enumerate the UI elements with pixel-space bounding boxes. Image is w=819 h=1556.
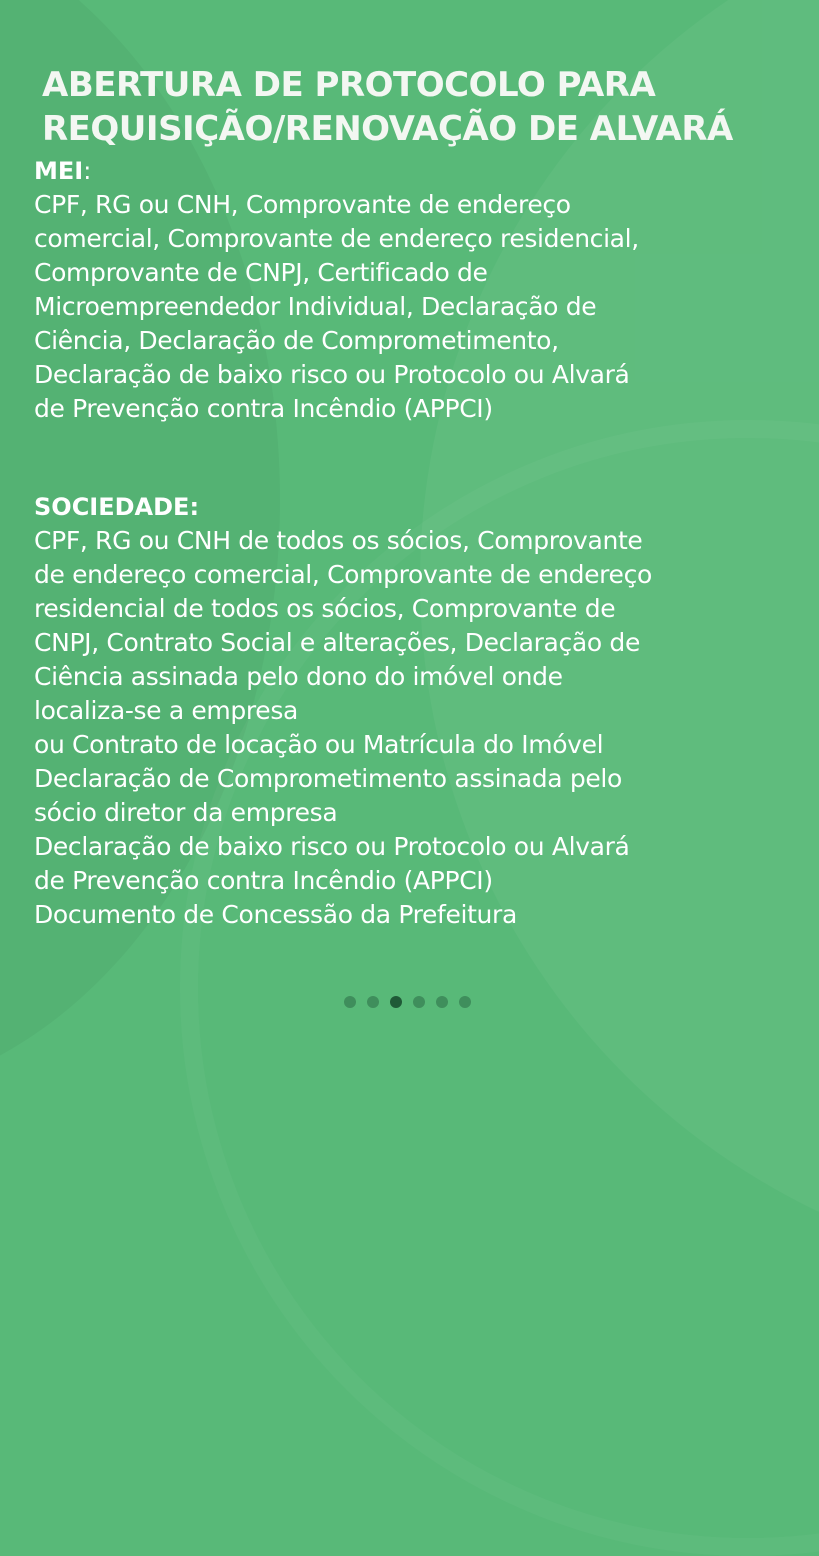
sociedade-requirement-line: de Prevenção contra Incêndio (APPCI) [34, 866, 493, 895]
carousel-dot[interactable] [344, 996, 356, 1008]
sociedade-requirement-line: residencial de todos os sócios, Comprovante de [34, 594, 616, 623]
sociedade-requirement-line: CPF, RG ou CNH de todos os sócios, Comprovante [34, 526, 643, 555]
mei-requirement-line: CPF, RG ou CNH, Comprovante de endereço [34, 190, 571, 219]
sociedade-section [34, 490, 804, 932]
mei-heading [34, 154, 804, 188]
sociedade-requirement-line: Declaração de baixo risco ou Protocolo ou Alvará [34, 832, 630, 861]
sociedade-heading: SOCIEDADE: [34, 493, 200, 521]
active-carousel-dot[interactable] [390, 996, 402, 1008]
sociedade-requirement-line: sócio diretor da empresa [34, 798, 338, 827]
mei-requirement-line: comercial, Comprovante de endereço residencial, [34, 224, 639, 253]
page-title [42, 63, 792, 151]
mei-requirement-line: Declaração de baixo risco ou Protocolo ou Alvará [34, 360, 630, 389]
mei-requirement-line: Ciência, Declaração de Comprometimento, [34, 326, 559, 355]
sociedade-requirement-line: de endereço comercial, Comprovante de endereço [34, 560, 652, 589]
mei-heading-colon: : [83, 157, 92, 185]
sociedade-requirement-line: Declaração de Comprometimento assinada pelo [34, 764, 622, 793]
mei-heading-label: MEI [34, 157, 84, 185]
carousel-dot[interactable] [413, 996, 425, 1008]
carousel-dot[interactable] [367, 996, 379, 1008]
mei-requirement-line: Microempreendedor Individual, Declaração de [34, 292, 597, 321]
carousel-pagination [344, 996, 471, 1008]
sociedade-requirement-line: localiza-se a empresa [34, 696, 298, 725]
mei-requirement-line: de Prevenção contra Incêndio (APPCI) [34, 394, 493, 423]
carousel-dot[interactable] [436, 996, 448, 1008]
title-line: REQUISIÇÃO/RENOVAÇÃO DE ALVARÁ [42, 108, 733, 149]
mei-section [34, 154, 804, 426]
carousel-dot[interactable] [459, 996, 471, 1008]
title-line: ABERTURA DE PROTOCOLO PARA [42, 64, 656, 105]
mei-requirement-line: Comprovante de CNPJ, Certificado de [34, 258, 488, 287]
sociedade-requirement-line: Documento de Concessão da Prefeitura [34, 900, 517, 929]
sociedade-requirement-line: ou Contrato de locação ou Matrícula do Imóvel [34, 730, 604, 759]
sociedade-requirement-line: Ciência assinada pelo dono do imóvel onde [34, 662, 563, 691]
sociedade-requirement-line: CNPJ, Contrato Social e alterações, Declaração de [34, 628, 640, 657]
